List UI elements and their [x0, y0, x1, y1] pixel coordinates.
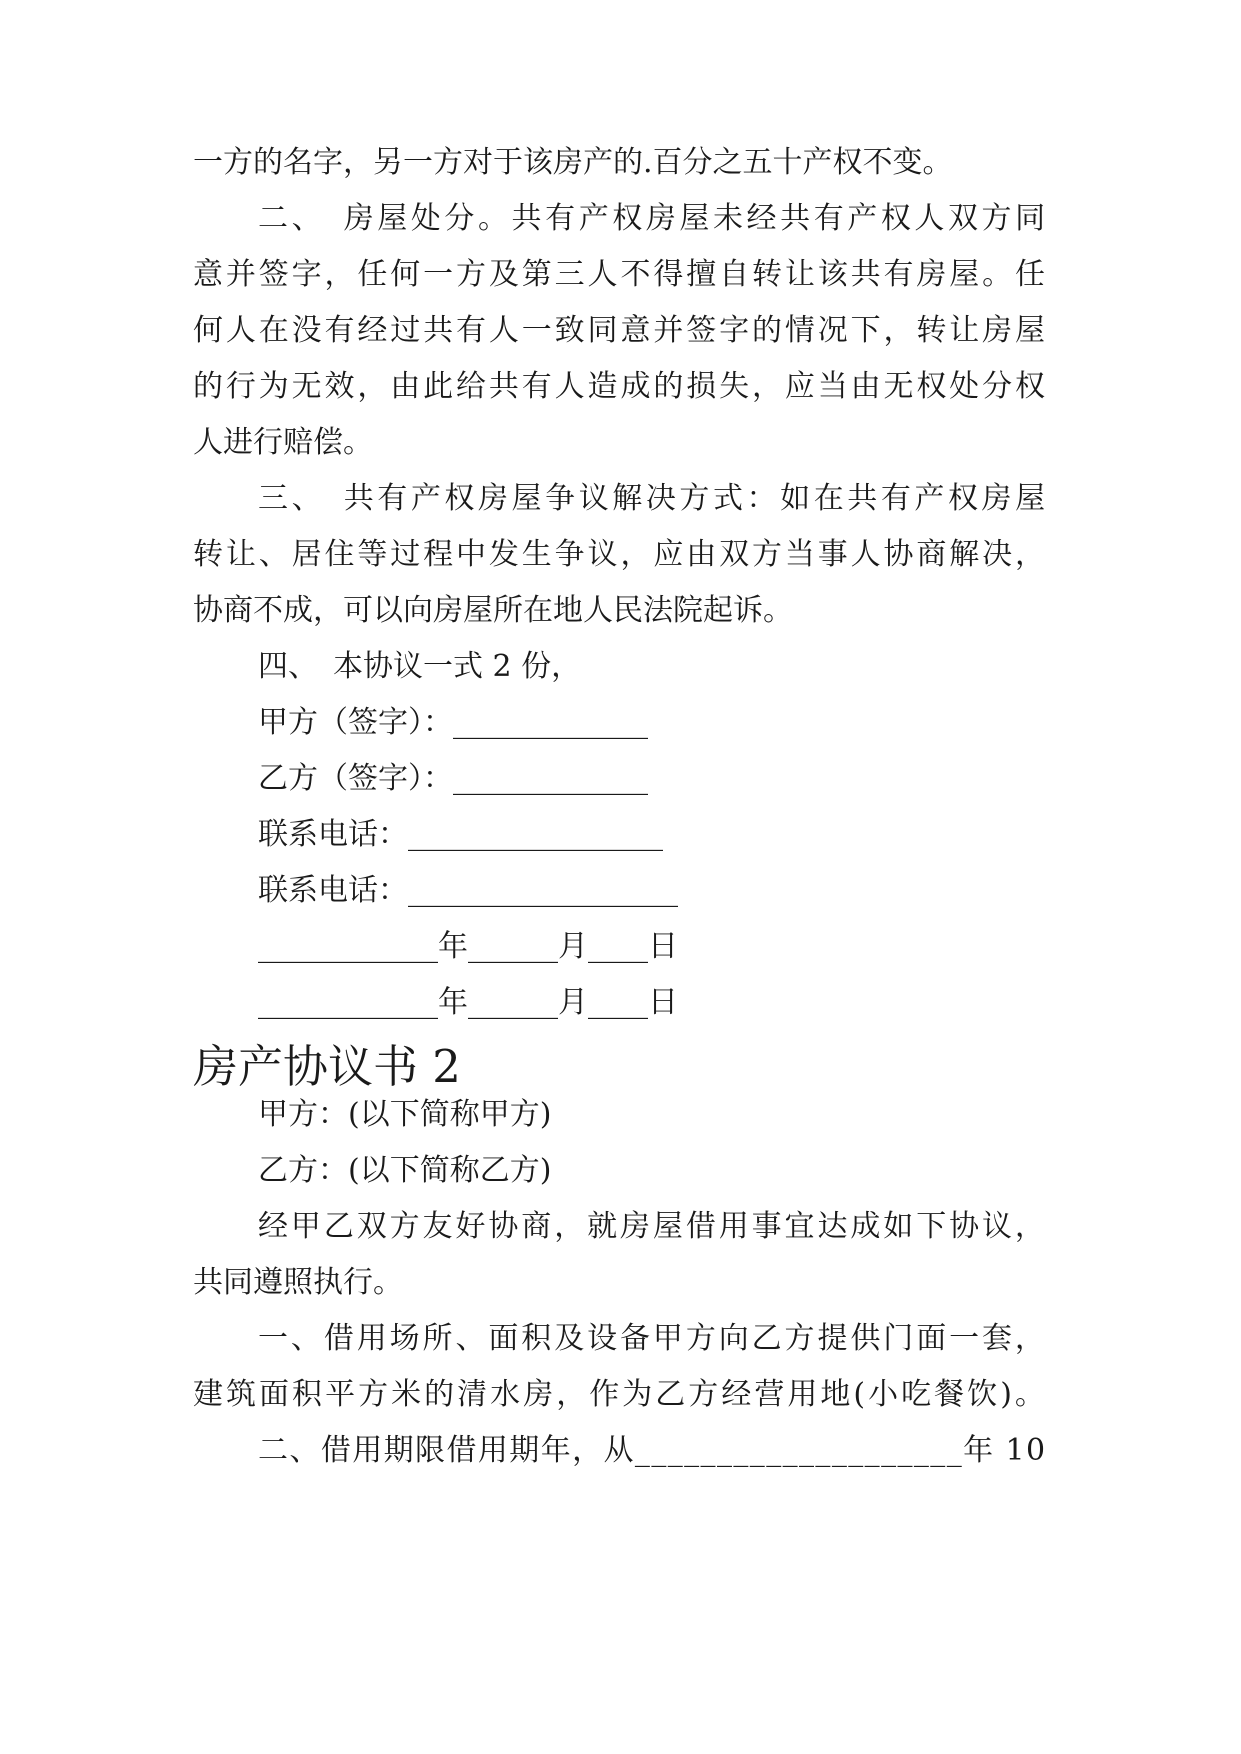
- contact-phone-line: 联系电话：_________________: [258, 817, 663, 852]
- date-line: ____________年______月____日: [258, 929, 678, 964]
- clause-1-line: 一、借用场所、面积及设备甲方向乙方提供门面一套，: [258, 1321, 1048, 1356]
- body-text-line: 共同遵照执行。: [193, 1265, 403, 1300]
- clause-2-line: 二、借用期限借用期年，从____________________年 10: [258, 1433, 1047, 1468]
- contact-phone-line: 联系电话：__________________: [258, 873, 678, 908]
- preamble-line: 经甲乙双方友好协商，就房屋借用事宜达成如下协议，: [258, 1209, 1048, 1244]
- body-text-line: 人进行赔偿。: [193, 425, 373, 460]
- party-a-signature-line: 甲方（签字）：_____________: [258, 705, 648, 740]
- body-text-line: 转让、居住等过程中发生争议，应由双方当事人协商解决，: [193, 537, 1048, 572]
- date-line: ____________年______月____日: [258, 985, 678, 1020]
- clause-3-heading-line: 三、 共有产权房屋争议解决方式：如在共有产权房屋: [258, 481, 1049, 516]
- body-text-line: 一方的名字，另一方对于该房产的.百分之五十产权不变。: [193, 145, 953, 180]
- party-b-line: 乙方：(以下简称乙方): [258, 1153, 552, 1188]
- body-text-line: 协商不成，可以向房屋所在地人民法院起诉。: [193, 593, 793, 628]
- body-text-line: 的行为无效，由此给共有人造成的损失，应当由无权处分权: [193, 369, 1048, 404]
- clause-4-line: 四、 本协议一式 2 份，: [258, 649, 582, 684]
- party-b-signature-line: 乙方（签字）：_____________: [258, 761, 648, 796]
- clause-2-heading-line: 二、 房屋处分。共有产权房屋未经共有产权人双方同: [258, 201, 1049, 236]
- body-text-line: 何人在没有经过共有人一致同意并签字的情况下，转让房屋: [193, 313, 1048, 348]
- party-a-line: 甲方：(以下简称甲方): [258, 1097, 552, 1132]
- body-text-line: 意并签字，任何一方及第三人不得擅自转让该共有房屋。任: [193, 257, 1048, 292]
- section-title: 房产协议书 2: [193, 1040, 461, 1093]
- body-text-line: 建筑面积平方米的清水房，作为乙方经营用地(小吃餐饮)。: [193, 1377, 1048, 1412]
